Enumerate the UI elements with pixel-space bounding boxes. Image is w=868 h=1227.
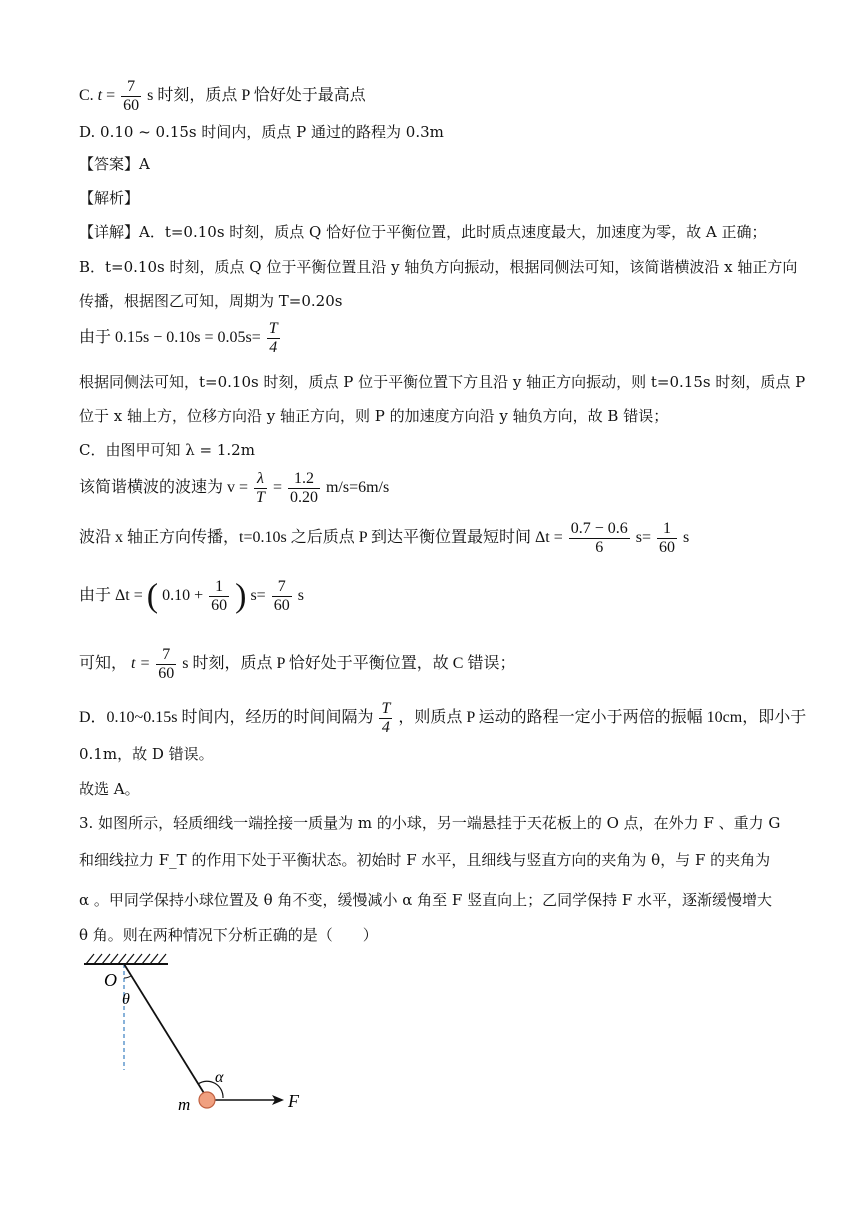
c5-text: s 时刻，质点 P 恰好处于平衡位置，故 C 错误；	[182, 655, 516, 673]
string	[124, 964, 207, 1098]
detail-d-2: 0.1m，故 D 错误。	[79, 745, 214, 763]
question-3-line-3: α 。甲同学保持小球位置及 θ 角不变，缓慢减小 α 角至 F 竖直向上；乙同学保持 F 水平，逐渐缓慢增大	[79, 891, 773, 909]
c4-mid: s=	[250, 587, 266, 605]
detail-c-5	[79, 646, 515, 683]
fraction-diff-6: $\frac{0.7 - 0.6}{6}$	[570, 520, 628, 556]
b3-text: 由于 0.15s − 0.10s = 0.05s=	[79, 329, 261, 347]
right-paren: )	[235, 577, 247, 615]
detail-b-1: B．t=0.10s 时刻，质点 Q 位于平衡位置且沿 y 轴负方向振动，根据同侧法可知，该简谐横波沿 x 轴正方向	[79, 258, 798, 276]
c4-inner: 0.10 +	[162, 587, 204, 605]
detail-b-2: 传播，根据图乙可知，周期为 T=0.20s	[79, 292, 343, 310]
ceiling-hatch	[86, 954, 166, 964]
d1-pre: D．0.10~0.15s 时间内，经历的时间间隔为	[79, 709, 374, 727]
equals-sign: =	[272, 479, 282, 497]
option-c-text: s 时刻，质点 P 恰好处于最高点	[147, 87, 366, 105]
final-choice: 故选 A。	[79, 780, 140, 798]
c3-unit: s	[683, 529, 690, 547]
c4-text: 由于 Δt =	[79, 587, 143, 605]
d1-post: ，则质点 P 运动的路程一定小于两倍的振幅 10cm，即小于	[398, 709, 807, 727]
analysis-heading: 【解析】	[79, 189, 140, 207]
option-d: D. 0.10 ~ 0.15s 时间内，质点 P 通过的路程为 0.3m	[79, 123, 444, 141]
c3-text: 波沿 x 轴正方向传播，t=0.10s 之后质点 P 到达平衡位置最短时间 Δt =	[79, 529, 563, 547]
fraction-1-2-0-20: $\frac{1.2}{0.20}$	[289, 470, 318, 506]
detail-c-1: C．由图甲可知 λ = 1.2m	[79, 441, 255, 459]
question-3-line-1: 3. 如图所示，轻质细线一端拴接一质量为 m 的小球，另一端悬挂于天花板上的 O 点，在外力 F 、重力 G	[79, 814, 781, 832]
fraction-lambda-t: $\frac{\lambda}{T}$	[256, 470, 265, 506]
question-3-line-2: 和细线拉力 F_T 的作用下处于平衡状态。初始时 F 水平，且细线与竖直方向的夹角为 θ，与 F 的夹角为	[79, 851, 771, 869]
c3-mid: s=	[635, 529, 652, 547]
fraction-1-60: $\frac{1}{60}$	[211, 578, 228, 614]
fraction-7-60: $\frac{7}{60}$	[158, 646, 175, 682]
detail-b-4: 根据同侧法可知，t=0.10s 时刻，质点 P 位于平衡位置下方且沿 y 轴正方向振动，则 t=0.15s 时刻，质点 P	[79, 373, 806, 391]
label-o: O	[104, 970, 117, 990]
detail-a: 【详解】A．t=0.10s 时刻，质点 Q 恰好位于平衡位置，此时质点速度最大，加速度为零，故 A 正确；	[79, 223, 767, 241]
option-c-label: C.	[79, 87, 94, 105]
detail-b-5: 位于 x 轴上方，位移方向沿 y 轴正方向，则 P 的加速度方向沿 y 轴负方向，故 B 错误；	[79, 407, 669, 425]
detail-c-2	[79, 470, 389, 507]
fraction-t-4: $\frac{T}{4}$	[381, 700, 391, 736]
left-paren: (	[146, 577, 159, 615]
answer-line: 【答案】A	[79, 155, 150, 173]
detail-c-3	[79, 520, 689, 557]
equals-sign: =	[106, 87, 116, 105]
c4-unit: s	[297, 587, 304, 605]
time-variable: t	[97, 87, 103, 105]
c5-time: t =	[131, 655, 151, 673]
question-3-line-4: θ 角。则在两种情况下分析正确的是（ ）	[79, 926, 378, 944]
label-m: m	[178, 1095, 191, 1114]
pendulum-figure	[70, 950, 330, 1130]
label-theta: θ	[122, 991, 130, 1008]
c2-text: 该简谐横波的波速为 v =	[79, 479, 249, 497]
fraction-t-4: $\frac{T}{4}$	[268, 320, 278, 356]
c5-pre: 可知，	[79, 655, 128, 673]
detail-b-3	[79, 320, 282, 357]
ball	[199, 1092, 215, 1108]
detail-d-1	[79, 700, 806, 737]
option-c	[79, 78, 366, 115]
fraction-7-60: $\frac{7}{60}$	[273, 578, 290, 614]
label-f: F	[288, 1091, 299, 1111]
fraction-7-60: $\frac{7}{60}$	[123, 78, 140, 114]
label-alpha: α	[215, 1069, 224, 1086]
c2-result: m/s=6m/s	[325, 479, 390, 497]
detail-c-4	[79, 578, 304, 615]
fraction-1-60: $\frac{1}{60}$	[659, 520, 676, 556]
theta-arc	[124, 976, 131, 978]
